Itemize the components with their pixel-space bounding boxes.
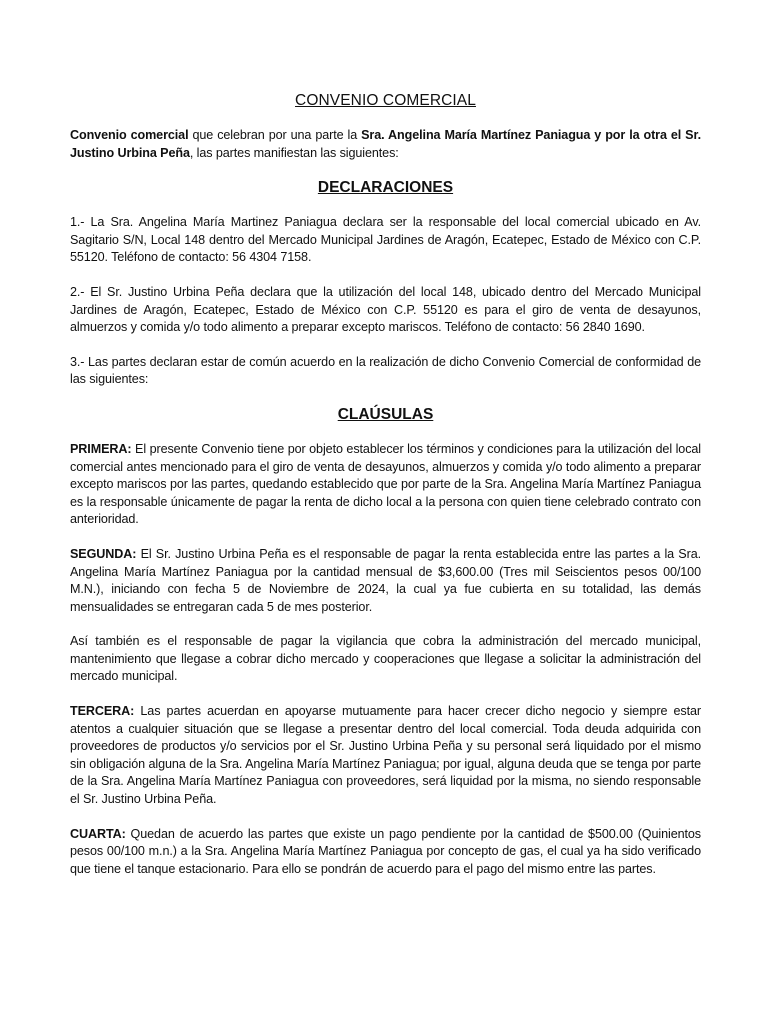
clausulas-heading: CLAÚSULAS	[337, 405, 434, 423]
intro-text-1: que celebran por una parte la	[188, 128, 362, 142]
declaraciones-heading: DECLARACIONES	[317, 179, 454, 197]
intro-paragraph	[70, 127, 701, 162]
declaracion-1: 1.- La Sra. Angelina María Martinez Paniagua declara ser la responsable del local comercial ubicado en Av. Sagitario S/N, Local 148 dentro del Mercado Municipal Jardines de Aragón, Ecatepec, Estado de México con C.P. 55120. Teléfono de contacto: 56 4304 7158.	[70, 215, 701, 265]
clausula-cuarta-label: CUARTA:	[70, 826, 126, 841]
clausula-segunda-label: SEGUNDA:	[70, 546, 137, 561]
intro-text-2: , las partes manifiestan las siguientes:	[189, 145, 399, 160]
declaracion-3: 3.- Las partes declaran estar de común acuerdo en la realización de dicho Convenio Comercial de conformidad de las siguientes:	[70, 354, 701, 387]
clausula-cuarta	[70, 826, 701, 879]
clausula-primera-label: PRIMERA:	[70, 441, 132, 456]
document-title: CONVENIO COMERCIAL	[295, 92, 476, 109]
clausula-tercera-text: Las partes acuerdan en apoyarse mutuamente para hacer crecer dicho negocio y siempre estar atentos a cualquier situación que se llegase a presentar dentro del local comercial. Toda deuda adquirida con proveedores de productos y/o servicios por el Sr. Justino Urbina Peña y su personal será liquidado por el mismo sin obligación alguna de la Sra. Angelina María Martínez Paniagua; por igual, alguna deuda que se tenga por parte de la Sra. Angelina María Martínez Paniagua con proveedores, será liquidad por la misma, no siendo responsable el Sr. Justino Urbina Peña.	[70, 704, 701, 807]
clausula-primera	[70, 441, 701, 529]
intro-lead: Convenio comercial	[70, 128, 189, 142]
intro-parties: Sra. Angelina María Martínez Paniagua y por la otra el Sr. Justino Urbina Peña	[70, 128, 701, 160]
clausula-tercera-label: TERCERA:	[70, 704, 135, 719]
clausula-segunda-extra: Así también es el responsable de pagar la vigilancia que cobra la administración del mercado municipal, mantenimiento que llegase a cobrar dicho mercado y cooperaciones que llegase a solicitar la administración del mercado municipal.	[70, 634, 701, 684]
clausula-segunda	[70, 546, 701, 616]
clausula-primera-text: El presente Convenio tiene por objeto establecer los términos y condiciones para la utilización del local comercial antes mencionado para el giro de venta de desayunos, almuerzos y comida y/o todo alimento a preparar excepto mariscos por las partes, quedando establecido que por parte de la Sra. Angelina María Martínez Paniagua es la responsable únicamente de pagar la renta de dicho local a la persona con quien tiene celebrado contrato con anterioridad.	[70, 441, 701, 527]
declaracion-2: 2.- El Sr. Justino Urbina Peña declara que la utilización del local 148, ubicado dentro del Mercado Municipal Jardines de Aragón, Ecatepec, Estado de México con C.P. 55120 es para el giro de venta de desayunos, almuerzos y comida y/o todo alimento a preparar excepto mariscos. Teléfono de contacto: 56 2840 1690.	[70, 284, 701, 335]
clausula-tercera	[70, 703, 701, 809]
clausula-segunda-text: El Sr. Justino Urbina Peña es el responsable de pagar la renta establecida entre las partes a la Sra. Angelina María Martínez Paniagua por la cantidad mensual de $3,600.00 (Tres mil Seiscientos pesos 00/100 M.N.), iniciando con fecha 5 de Noviembre de 2024, la cual ya fue cubierta en su totalidad, las demás mensualidades se entregaran cada 5 de mes posterior.	[70, 546, 701, 614]
clausula-cuarta-text: Quedan de acuerdo las partes que existe un pago pendiente por la cantidad de $500.00 (Quinientos pesos 00/100 m.n.) a la Sra. Angelina María Martínez Paniagua por concepto de gas, el cual ya ha sido verificado que tiene el tanque estacionario. Para ello se pondrán de acuerdo para el pago del mismo entre las partes.	[70, 826, 701, 876]
